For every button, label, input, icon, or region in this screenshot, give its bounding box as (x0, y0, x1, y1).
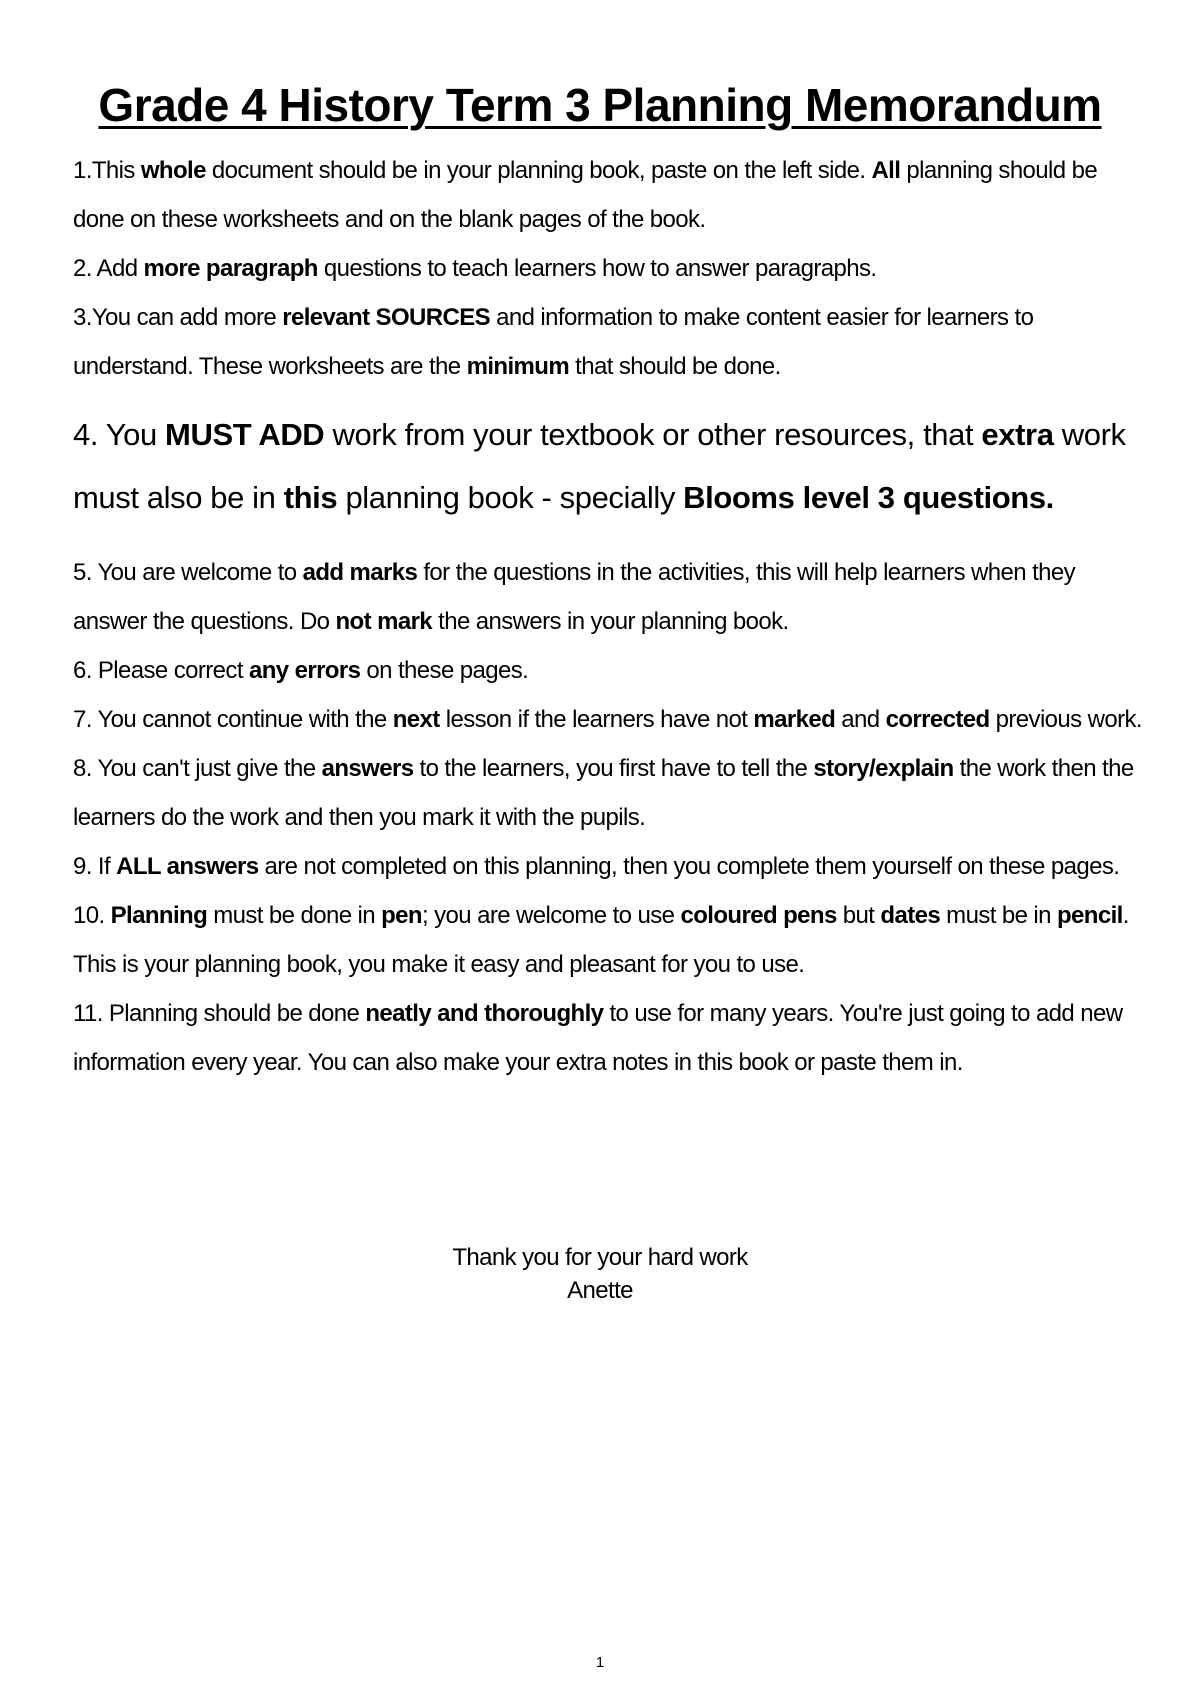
bold-text: pencil (1056, 902, 1123, 929)
text-run: work must also be in (73, 417, 1126, 515)
text-run: 8. You can't just give the (73, 755, 322, 782)
instruction-item (73, 548, 1143, 646)
instruction-item (73, 146, 1143, 244)
bold-text: marked (753, 706, 836, 733)
instruction-item (73, 646, 1143, 695)
text-run: but (836, 902, 881, 929)
instruction-item (73, 695, 1143, 744)
document-title: Grade 4 History Term 3 Planning Memorandum (98, 79, 1102, 131)
bold-text: ALL answers (116, 853, 259, 880)
signoff (0, 1241, 1200, 1307)
bold-text: not mark (335, 608, 433, 635)
text-run: on these pages. (360, 657, 529, 684)
bold-text: relevant SOURCES (282, 304, 491, 331)
text-run: are not completed on this planning, then you complete them yourself on these pages. (258, 853, 1120, 880)
instruction-item (73, 989, 1143, 1087)
text-run: 4. You (73, 417, 166, 452)
signoff-thanks: Thank you for your hard work (452, 1244, 748, 1271)
bold-text: All (871, 157, 901, 184)
bold-text: answers (321, 755, 414, 782)
text-run: must be in (940, 902, 1057, 929)
text-run: 11. Planning should be done (73, 1000, 366, 1027)
text-run: . This is your planning book, you make it easy and pleasant for you to use. (73, 902, 1129, 978)
bold-text: this (283, 480, 338, 515)
text-run: and information to make content easier for learners to understand. These worksheets are the (73, 304, 1034, 380)
text-run: 2. Add (73, 255, 144, 282)
instruction-list (73, 146, 1143, 1087)
text-run: 6. Please correct (73, 657, 249, 684)
text-run: 3.You can add more (73, 304, 283, 331)
text-run: to the learners, you first have to tell the (413, 755, 814, 782)
bold-text: Planning (110, 902, 208, 929)
bold-text: pen (381, 902, 422, 929)
text-run: the answers in your planning book. (432, 608, 789, 635)
text-run: work from your textbook or other resources, that (324, 417, 982, 452)
text-run: lesson if the learners have not (439, 706, 754, 733)
text-run: document should be in your planning book, paste on the left side. (205, 157, 872, 184)
bold-text: dates (880, 902, 941, 929)
text-run: to use for many years. You're just going to add new information every year. You can also make your extra notes in this book or paste them in. (73, 1000, 1123, 1076)
bold-text: next (392, 706, 440, 733)
bold-text: Blooms level 3 questions. (683, 480, 1054, 515)
bold-text: coloured pens (680, 902, 837, 929)
instruction-item (73, 293, 1143, 391)
instruction-item (73, 842, 1143, 891)
bold-text: neatly and thoroughly (365, 1000, 604, 1027)
text-run: and (835, 706, 886, 733)
instruction-item (73, 891, 1143, 989)
text-run: previous work. (989, 706, 1142, 733)
signoff-author: Anette (567, 1277, 633, 1304)
bold-text: any errors (248, 657, 361, 684)
page-number: 1 (595, 1654, 605, 1671)
text-run: must be done in (207, 902, 382, 929)
text-run: the work then the learners do the work and then you mark it with the pupils. (73, 755, 1134, 831)
bold-text: extra (981, 417, 1054, 452)
text-run: questions to teach learners how to answer paragraphs. (317, 255, 877, 282)
instruction-item (73, 744, 1143, 842)
text-run: planning book - specially (337, 480, 684, 515)
bold-text: MUST ADD (165, 417, 325, 452)
text-run: 7. You cannot continue with the (73, 706, 393, 733)
text-run: for the questions in the activities, this will help learners when they answer the questions. Do (73, 559, 1076, 635)
bold-text: minimum (466, 353, 570, 380)
instruction-item (73, 244, 1143, 293)
bold-text: whole (140, 157, 206, 184)
text-run: ; you are welcome to use (421, 902, 681, 929)
bold-text: more paragraph (143, 255, 318, 282)
bold-text: story/explain (813, 755, 954, 782)
bold-text: corrected (885, 706, 990, 733)
text-run: planning should be done on these worksheets and on the blank pages of the book. (73, 157, 1098, 233)
instruction-item (73, 403, 1143, 529)
text-run: that should be done. (569, 353, 781, 380)
text-run: 1.This (73, 157, 141, 184)
text-run: 5. You are welcome to (73, 559, 303, 586)
text-run: 10. (73, 902, 111, 929)
bold-text: add marks (302, 559, 418, 586)
text-run: 9. If (73, 853, 117, 880)
